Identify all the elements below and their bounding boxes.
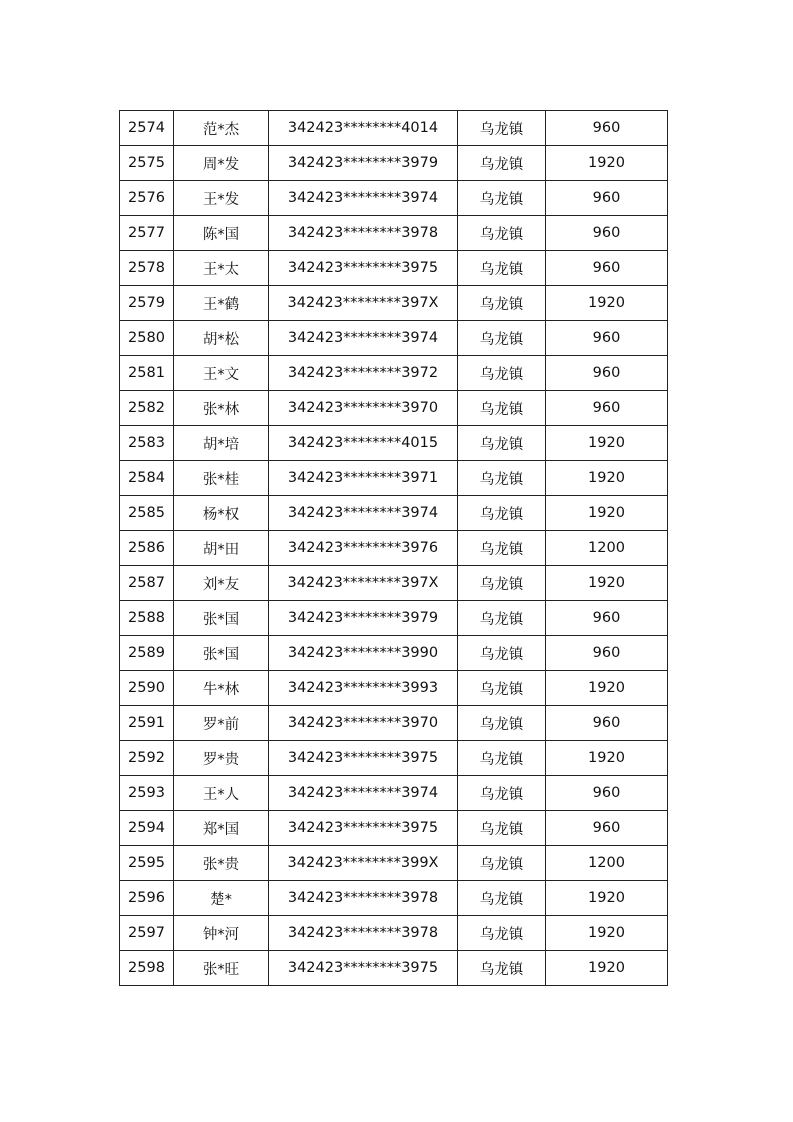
row-number-cell: 2590 — [120, 671, 174, 706]
town-cell: 乌龙镇 — [458, 251, 546, 286]
town-cell: 乌龙镇 — [458, 356, 546, 391]
row-number-cell: 2592 — [120, 741, 174, 776]
subsidy-table — [119, 110, 668, 986]
row-number-cell: 2579 — [120, 286, 174, 321]
amount-cell: 1920 — [546, 916, 668, 951]
row-number-cell: 2574 — [120, 111, 174, 146]
town-cell: 乌龙镇 — [458, 881, 546, 916]
name-cell: 刘*友 — [174, 566, 269, 601]
table-row — [120, 741, 668, 776]
id-number-cell: 342423********3975 — [269, 951, 458, 986]
table-row — [120, 811, 668, 846]
town-cell: 乌龙镇 — [458, 111, 546, 146]
id-number-cell: 342423********3974 — [269, 776, 458, 811]
id-number-cell: 342423********397X — [269, 566, 458, 601]
name-cell: 胡*田 — [174, 531, 269, 566]
table-row — [120, 181, 668, 216]
name-cell: 罗*前 — [174, 706, 269, 741]
row-number-cell: 2596 — [120, 881, 174, 916]
town-cell: 乌龙镇 — [458, 566, 546, 601]
id-number-cell: 342423********3978 — [269, 881, 458, 916]
table-row — [120, 496, 668, 531]
amount-cell: 960 — [546, 251, 668, 286]
town-cell: 乌龙镇 — [458, 601, 546, 636]
amount-cell: 960 — [546, 811, 668, 846]
table-row — [120, 951, 668, 986]
row-number-cell: 2594 — [120, 811, 174, 846]
amount-cell: 960 — [546, 776, 668, 811]
name-cell: 陈*国 — [174, 216, 269, 251]
name-cell: 张*林 — [174, 391, 269, 426]
row-number-cell: 2584 — [120, 461, 174, 496]
name-cell: 张*贵 — [174, 846, 269, 881]
table-row — [120, 321, 668, 356]
name-cell: 张*国 — [174, 636, 269, 671]
name-cell: 杨*权 — [174, 496, 269, 531]
table-row — [120, 566, 668, 601]
name-cell: 钟*河 — [174, 916, 269, 951]
town-cell: 乌龙镇 — [458, 636, 546, 671]
row-number-cell: 2575 — [120, 146, 174, 181]
town-cell: 乌龙镇 — [458, 146, 546, 181]
table-row — [120, 916, 668, 951]
table-row — [120, 251, 668, 286]
name-cell: 胡*松 — [174, 321, 269, 356]
town-cell: 乌龙镇 — [458, 496, 546, 531]
town-cell: 乌龙镇 — [458, 846, 546, 881]
name-cell: 牛*林 — [174, 671, 269, 706]
town-cell: 乌龙镇 — [458, 531, 546, 566]
town-cell: 乌龙镇 — [458, 811, 546, 846]
row-number-cell: 2578 — [120, 251, 174, 286]
name-cell: 罗*贵 — [174, 741, 269, 776]
amount-cell: 1920 — [546, 881, 668, 916]
table-row — [120, 671, 668, 706]
id-number-cell: 342423********3974 — [269, 321, 458, 356]
table-row — [120, 881, 668, 916]
amount-cell: 960 — [546, 636, 668, 671]
town-cell: 乌龙镇 — [458, 671, 546, 706]
amount-cell: 960 — [546, 601, 668, 636]
table-row — [120, 111, 668, 146]
name-cell: 王*文 — [174, 356, 269, 391]
id-number-cell: 342423********3976 — [269, 531, 458, 566]
id-number-cell: 342423********3990 — [269, 636, 458, 671]
row-number-cell: 2577 — [120, 216, 174, 251]
amount-cell: 1920 — [546, 566, 668, 601]
table-row — [120, 706, 668, 741]
id-number-cell: 342423********3974 — [269, 496, 458, 531]
id-number-cell: 342423********3975 — [269, 741, 458, 776]
row-number-cell: 2583 — [120, 426, 174, 461]
amount-cell: 960 — [546, 706, 668, 741]
amount-cell: 1200 — [546, 531, 668, 566]
name-cell: 胡*培 — [174, 426, 269, 461]
row-number-cell: 2588 — [120, 601, 174, 636]
table-row — [120, 146, 668, 181]
name-cell: 王*发 — [174, 181, 269, 216]
id-number-cell: 342423********3979 — [269, 146, 458, 181]
id-number-cell: 342423********3971 — [269, 461, 458, 496]
row-number-cell: 2586 — [120, 531, 174, 566]
id-number-cell: 342423********3972 — [269, 356, 458, 391]
name-cell: 范*杰 — [174, 111, 269, 146]
table-row — [120, 531, 668, 566]
id-number-cell: 342423********399X — [269, 846, 458, 881]
row-number-cell: 2595 — [120, 846, 174, 881]
town-cell: 乌龙镇 — [458, 181, 546, 216]
row-number-cell: 2582 — [120, 391, 174, 426]
id-number-cell: 342423********3970 — [269, 391, 458, 426]
amount-cell: 1920 — [546, 951, 668, 986]
amount-cell: 1920 — [546, 461, 668, 496]
amount-cell: 960 — [546, 321, 668, 356]
town-cell: 乌龙镇 — [458, 706, 546, 741]
town-cell: 乌龙镇 — [458, 286, 546, 321]
row-number-cell: 2587 — [120, 566, 174, 601]
name-cell: 张*国 — [174, 601, 269, 636]
amount-cell: 960 — [546, 356, 668, 391]
id-number-cell: 342423********3978 — [269, 916, 458, 951]
id-number-cell: 342423********3979 — [269, 601, 458, 636]
town-cell: 乌龙镇 — [458, 951, 546, 986]
id-number-cell: 342423********3975 — [269, 811, 458, 846]
town-cell: 乌龙镇 — [458, 426, 546, 461]
table-row — [120, 356, 668, 391]
amount-cell: 960 — [546, 111, 668, 146]
amount-cell: 1200 — [546, 846, 668, 881]
amount-cell: 1920 — [546, 146, 668, 181]
row-number-cell: 2576 — [120, 181, 174, 216]
row-number-cell: 2593 — [120, 776, 174, 811]
row-number-cell: 2585 — [120, 496, 174, 531]
amount-cell: 1920 — [546, 671, 668, 706]
town-cell: 乌龙镇 — [458, 461, 546, 496]
town-cell: 乌龙镇 — [458, 216, 546, 251]
table-body — [120, 111, 668, 986]
id-number-cell: 342423********3993 — [269, 671, 458, 706]
id-number-cell: 342423********3974 — [269, 181, 458, 216]
id-number-cell: 342423********3978 — [269, 216, 458, 251]
name-cell: 周*发 — [174, 146, 269, 181]
row-number-cell: 2580 — [120, 321, 174, 356]
name-cell: 楚* — [174, 881, 269, 916]
name-cell: 王*鹤 — [174, 286, 269, 321]
name-cell: 王*太 — [174, 251, 269, 286]
table-row — [120, 391, 668, 426]
name-cell: 张*桂 — [174, 461, 269, 496]
row-number-cell: 2581 — [120, 356, 174, 391]
amount-cell: 1920 — [546, 286, 668, 321]
town-cell: 乌龙镇 — [458, 321, 546, 356]
name-cell: 王*人 — [174, 776, 269, 811]
town-cell: 乌龙镇 — [458, 741, 546, 776]
table-row — [120, 461, 668, 496]
name-cell: 郑*国 — [174, 811, 269, 846]
table-row — [120, 846, 668, 881]
row-number-cell: 2597 — [120, 916, 174, 951]
row-number-cell: 2591 — [120, 706, 174, 741]
id-number-cell: 342423********4014 — [269, 111, 458, 146]
town-cell: 乌龙镇 — [458, 391, 546, 426]
table-row — [120, 286, 668, 321]
amount-cell: 960 — [546, 181, 668, 216]
id-number-cell: 342423********3970 — [269, 706, 458, 741]
row-number-cell: 2589 — [120, 636, 174, 671]
table-row — [120, 601, 668, 636]
amount-cell: 1920 — [546, 741, 668, 776]
amount-cell: 960 — [546, 391, 668, 426]
id-number-cell: 342423********4015 — [269, 426, 458, 461]
town-cell: 乌龙镇 — [458, 776, 546, 811]
table-row — [120, 776, 668, 811]
town-cell: 乌龙镇 — [458, 916, 546, 951]
table-row — [120, 216, 668, 251]
table-row — [120, 426, 668, 461]
amount-cell: 960 — [546, 216, 668, 251]
name-cell: 张*旺 — [174, 951, 269, 986]
amount-cell: 1920 — [546, 426, 668, 461]
row-number-cell: 2598 — [120, 951, 174, 986]
table-row — [120, 636, 668, 671]
id-number-cell: 342423********397X — [269, 286, 458, 321]
amount-cell: 1920 — [546, 496, 668, 531]
id-number-cell: 342423********3975 — [269, 251, 458, 286]
